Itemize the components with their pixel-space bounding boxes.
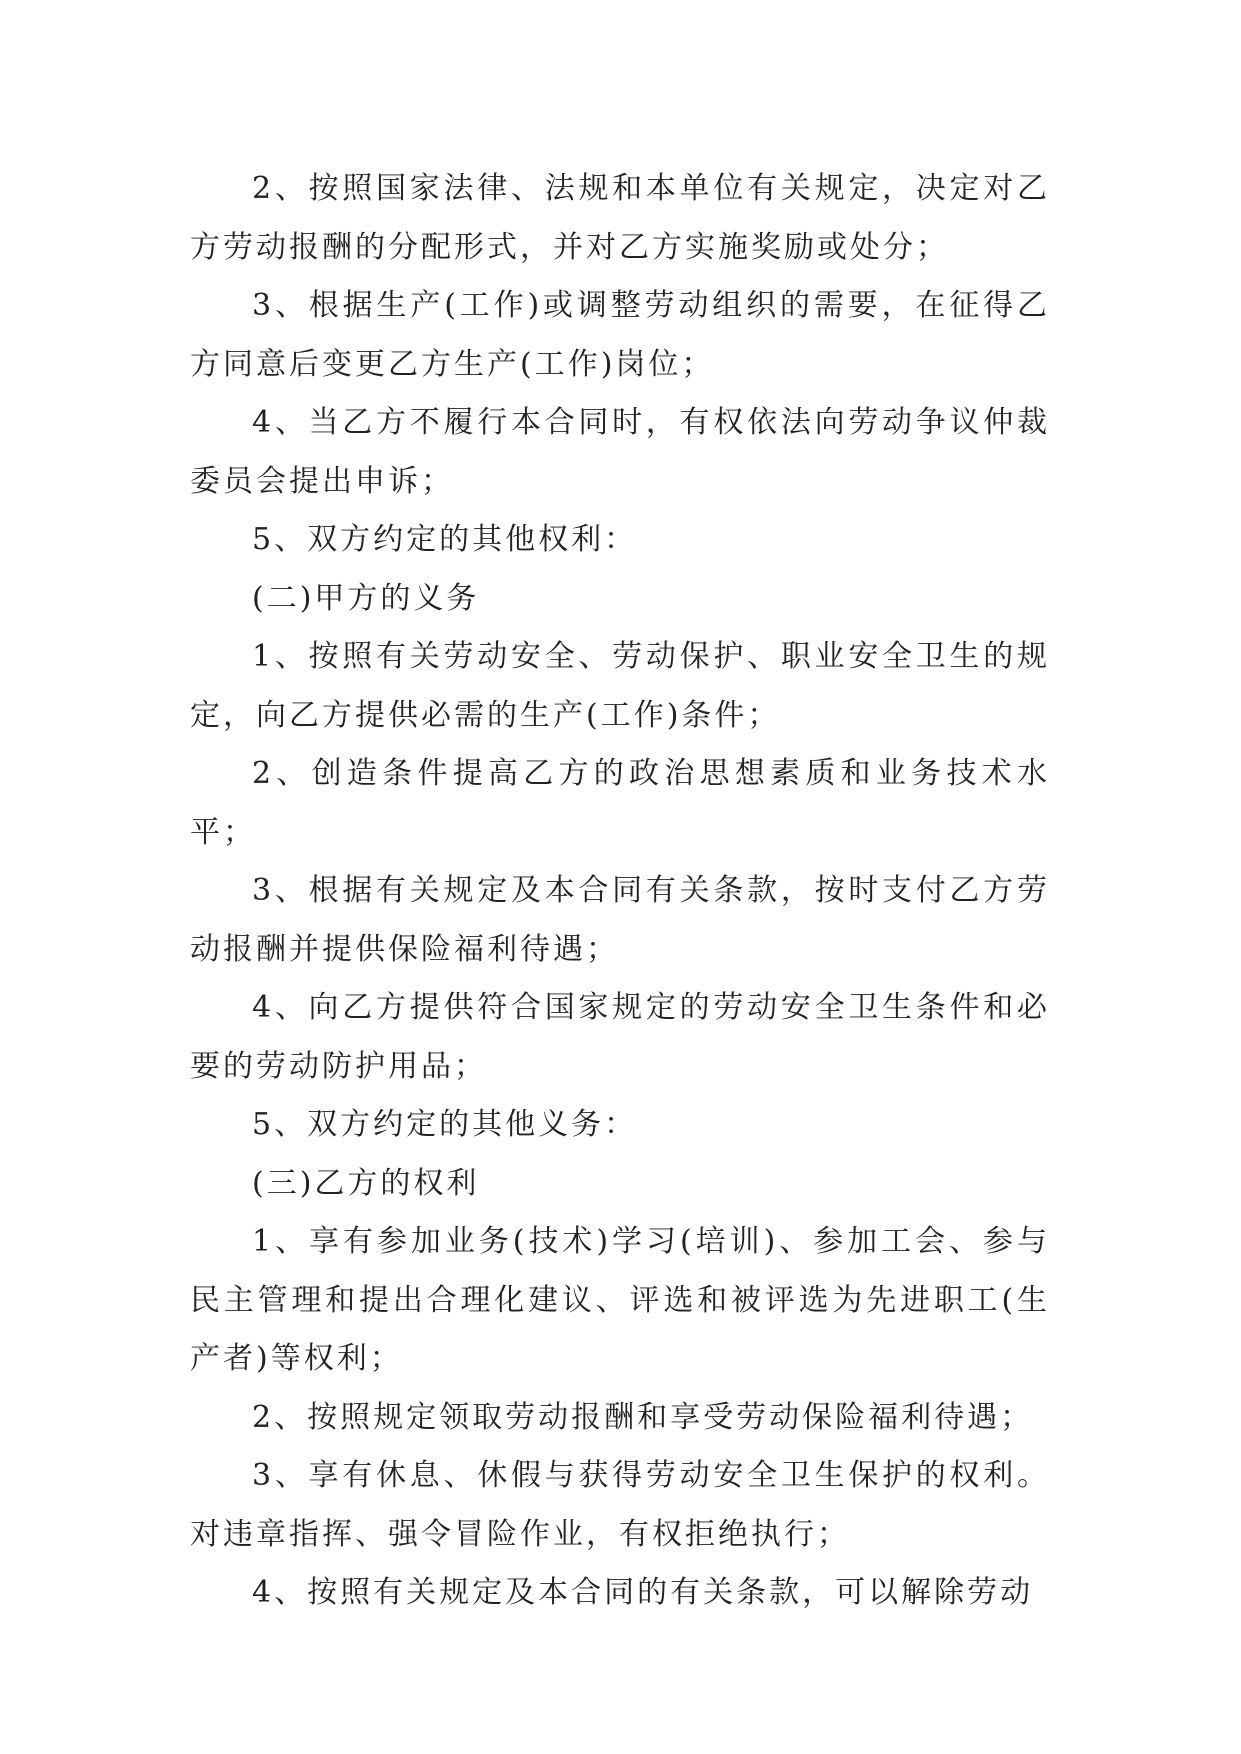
- paragraph-employee-right-3: 3、享有休息、休假与获得劳动安全卫生保护的权利。对违章指挥、强令冒险作业，有权拒绝执行；: [190, 1458, 1050, 1552]
- paragraph-employer-right-2: 2、按照国家法律、法规和本单位有关规定，决定对乙方劳动报酬的分配形式，并对乙方实施奖励或处分；: [190, 171, 1050, 265]
- paragraph-employer-right-4: 4、当乙方不履行本合同时，有权依法向劳动争议仲裁委员会提出申诉；: [190, 405, 1050, 499]
- section-heading-employer-obligations: (二)甲方的义务: [252, 580, 480, 616]
- paragraph-employee-right-4: 4、按照有关规定及本合同的有关条款，可以解除劳动: [252, 1575, 1034, 1610]
- section-heading-employee-rights: (三)乙方的权利: [252, 1165, 480, 1201]
- paragraph-employee-right-1: 1、享有参加业务(技术)学习(培训)、参加工会、参与民主管理和提出合理化建议、评选和被评选为先进职工(生产者)等权利；: [190, 1224, 1050, 1376]
- paragraph-employee-right-2: 2、按照规定领取劳动报酬和享受劳动保险福利待遇；: [252, 1399, 1034, 1435]
- paragraph-employer-obligation-2: 2、创造条件提高乙方的政治思想素质和业务技术水平；: [190, 756, 1050, 850]
- document-body: [190, 160, 1050, 1623]
- paragraph-employer-obligation-4: 4、向乙方提供符合国家规定的劳动安全卫生条件和必要的劳动防护用品；: [190, 990, 1050, 1084]
- paragraph-employer-obligation-5: 5、双方约定的其他义务：: [252, 1107, 638, 1142]
- paragraph-employer-right-5: 5、双方约定的其他权利：: [252, 522, 638, 557]
- paragraph-employer-obligation-1: 1、按照有关劳动安全、劳动保护、职业安全卫生的规定，向乙方提供必需的生产(工作)条件；: [190, 639, 1050, 733]
- paragraph-employer-right-3: 3、根据生产(工作)或调整劳动组织的需要，在征得乙方同意后变更乙方生产(工作)岗位；: [190, 288, 1050, 382]
- paragraph-employer-obligation-3: 3、根据有关规定及本合同有关条款，按时支付乙方劳动报酬并提供保险福利待遇；: [190, 873, 1050, 967]
